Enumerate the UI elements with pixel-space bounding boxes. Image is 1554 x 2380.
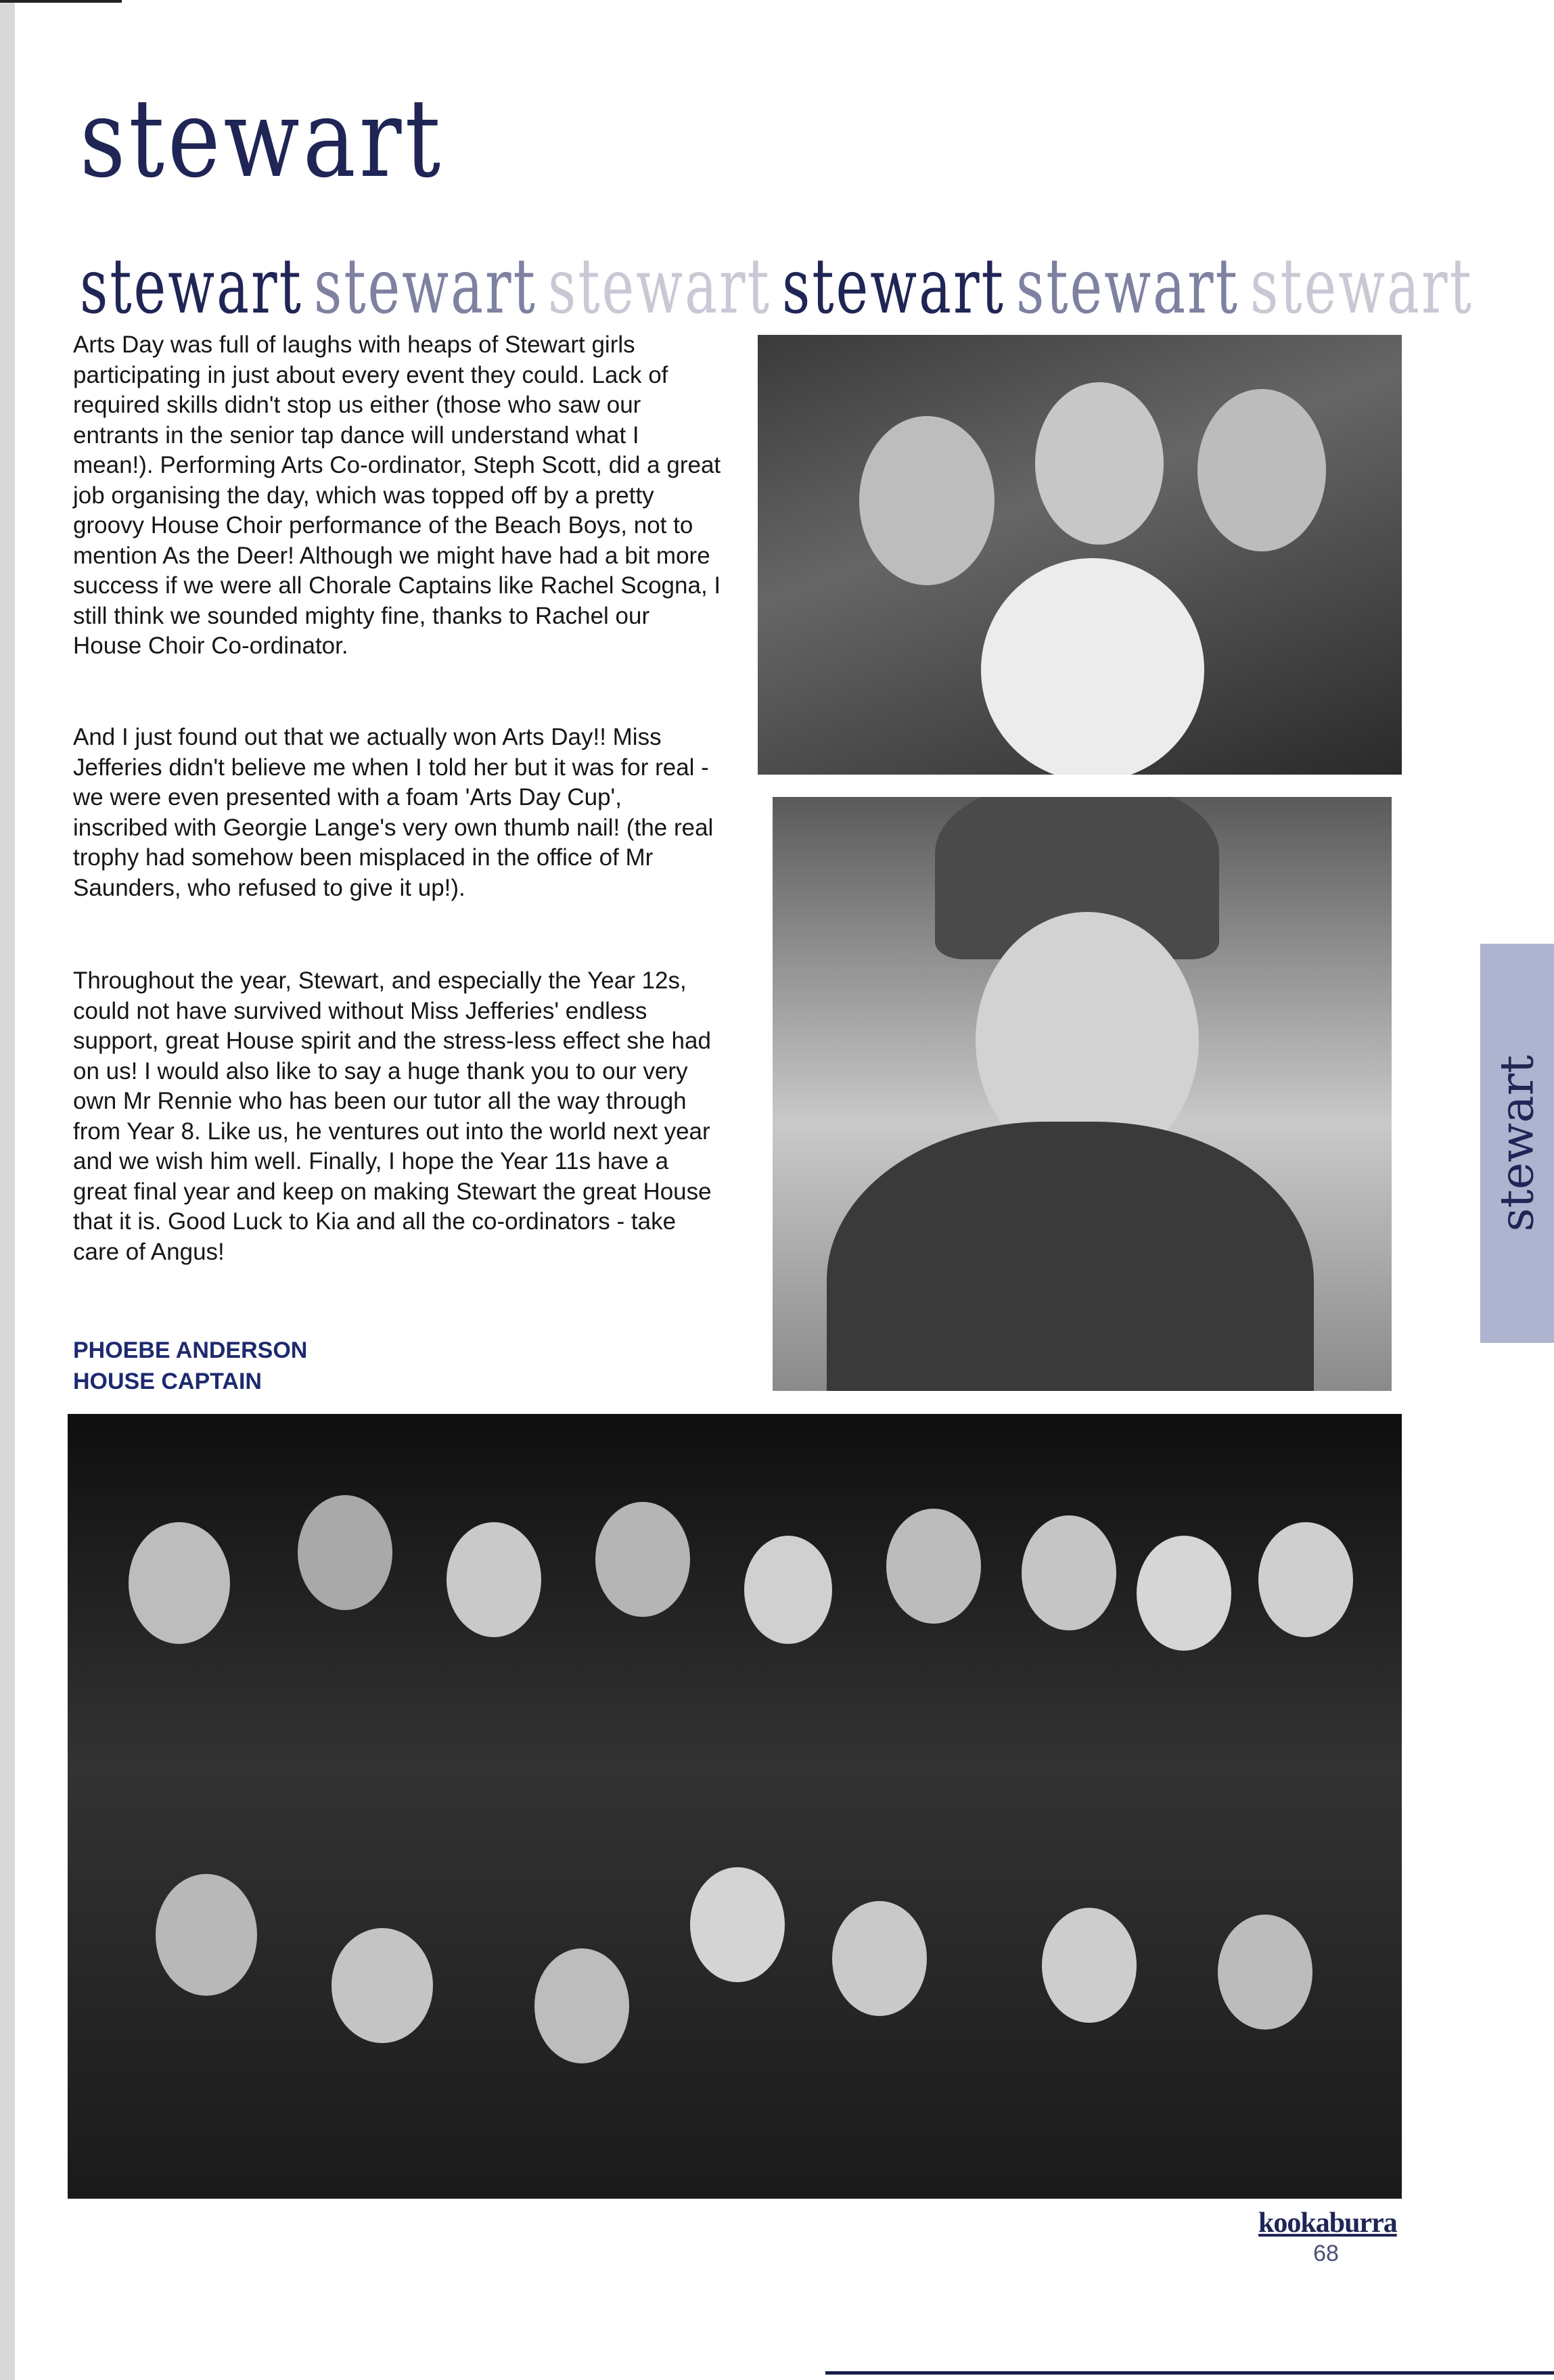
footer-brand-kookaburra: kookaburra [1258, 2207, 1397, 2239]
bottom-rule [825, 2371, 1554, 2375]
article-paragraph [73, 966, 723, 1267]
signature-name: PHOEBE ANDERSON [73, 1337, 308, 1363]
paragraph-text: Throughout the year, Stewart, and especially the Year 12s, could not have survived without Miss Jefferies' endless support, great House spirit and the stress-less effect she had on us! I would also like to say a huge thank you to our very own Mr Rennie who has been our tutor all the way through from Year 8. Like us, he ventures out into the world next year and we wish him well. Finally, I hope the Year 11s have a great final year and keep on making Stewart the great House that it is. Good Luck to Kia and all the co-ordinators - take care of Angus! [73, 967, 712, 1265]
paragraph-text: And I just found out that we actually won Arts Day!! Miss Jefferies didn't believe me when I told her but it was for real - we were even presented with a foam 'Arts Day Cup', inscribed with Georgie Lange's very own thumb nail! (the real trophy had somehow been misplaced in the office of Mr Saunders, who refused to give it up!). [73, 724, 714, 901]
page-edge [0, 0, 15, 2380]
page-number: 68 [1313, 2241, 1339, 2266]
subtitle-word: stewart [1250, 243, 1473, 331]
article-paragraph [73, 723, 723, 903]
side-tab-stewart [1480, 944, 1554, 1343]
signature-role: HOUSE CAPTAIN [73, 1369, 262, 1394]
subtitle-word: stewart [80, 243, 303, 331]
subtitle-word: stewart [314, 243, 537, 331]
side-tab-label: stewart [1490, 1055, 1544, 1232]
photo-three-girls-with-teddy-bear [758, 335, 1402, 775]
subtitle-word: stewart [548, 243, 771, 331]
photo-group-stewart-house [68, 1414, 1402, 2199]
photo-girl-in-costume-hat [773, 797, 1392, 1391]
paragraph-text: Arts Day was full of laughs with heaps of Stewart girls participating in just about every event they could. Lack of required skills didn't stop us either (those who saw our entrants in the senior tap dance will understand what I mean!). Performing Arts Co-ordinator, Steph Scott, did a great job organising the day, which was topped off by a pretty groovy House Choir performance of the Beach Boys, not to mention As the Deer! Although we might have had a bit more success if we were all Chorale Captains like Rachel Scogna, I still think we sounded mighty fine, thanks to Rachel our House Choir Co-ordinator. [73, 331, 721, 659]
article-paragraph [73, 330, 723, 662]
page-title: stewart [80, 75, 444, 202]
top-rule [0, 0, 122, 3]
subtitle-word: stewart [1016, 243, 1239, 331]
signature [73, 1335, 547, 1397]
subtitle-word: stewart [782, 243, 1005, 331]
subtitle-row [80, 230, 1473, 331]
